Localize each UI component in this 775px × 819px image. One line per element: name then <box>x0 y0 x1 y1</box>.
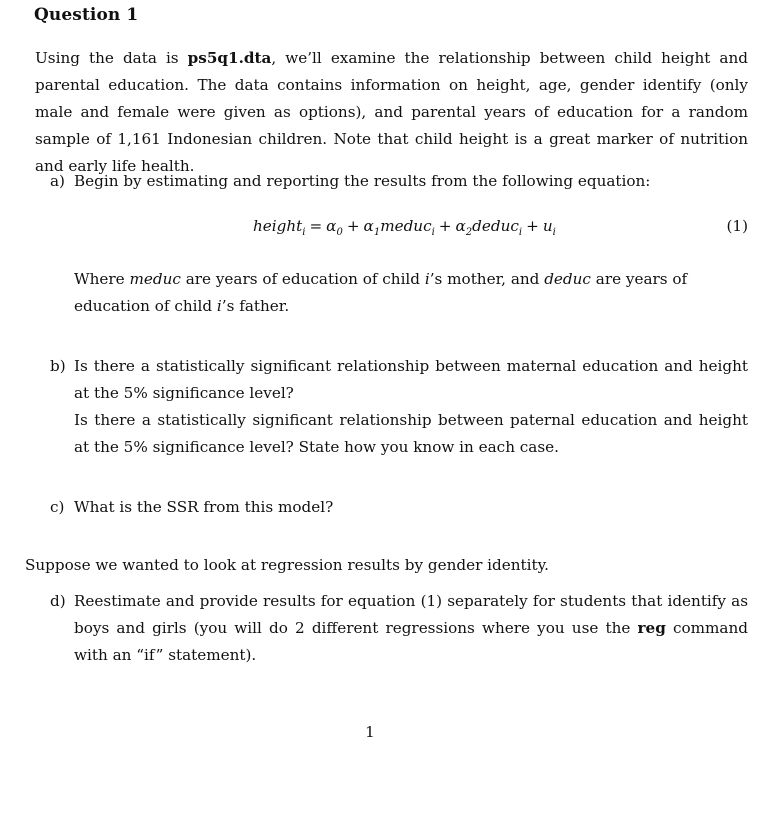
eq-equals: = <box>309 217 323 235</box>
eq-alpha1: α <box>363 217 374 235</box>
eq-error-sub: i <box>552 227 556 239</box>
eq-plus-2: + <box>438 217 452 235</box>
part-b-body <box>74 353 748 461</box>
part-d-post: command with an “if” statement). <box>74 619 748 664</box>
where-i-1: i <box>424 270 430 288</box>
part-b-label: b) <box>50 357 66 375</box>
where-text-2: are years of education of child <box>180 270 425 288</box>
question-heading: Question 1 <box>34 5 139 25</box>
part-d-text <box>74 588 748 669</box>
part-a-label: a) <box>50 172 65 190</box>
part-d-pre: Reestimate and provide results for equation (1) separately for students that identify as boys and girls (you will do 2 different regressions where you use the <box>74 592 748 637</box>
part-b-question-2: Is there a statistically significant relationship between paternal education and height at the 5% significance level? State how you know in each case. <box>74 411 748 456</box>
suppose-paragraph: Suppose we wanted to look at regression results by gender identity. <box>25 556 549 574</box>
where-text-3: ’s mother, and <box>429 270 545 288</box>
part-d-label: d) <box>50 592 66 610</box>
page-number: 1 <box>365 723 375 741</box>
eq-lhs-sub: i <box>302 227 306 239</box>
eq-plus-3: + <box>526 217 539 235</box>
eq-lhs: height <box>253 217 303 235</box>
equation-number: (1) <box>726 217 748 235</box>
part-c <box>50 494 748 521</box>
part-c-text: What is the SSR from this model? <box>74 498 334 516</box>
eq-error: u <box>542 217 553 235</box>
intro-post: , we’ll examine the relationship between child height and parental education. The data contains information on height, age, gender identify (only male and female were given as options), and parental years of education for a random sample of 1,161 Indonesian children. Note that child height is a great marker of nutrition and early life health. <box>35 49 748 175</box>
part-a-text: Begin by estimating and reporting the results from the following equation: <box>74 172 651 190</box>
eq-alpha1-sub: 1 <box>373 227 381 239</box>
eq-meduc: meduc <box>380 217 432 235</box>
eq-meduc-sub: i <box>431 227 435 239</box>
intro-pre: Using the data is <box>35 49 188 67</box>
regression-equation <box>253 217 556 238</box>
where-deduc: deduc <box>544 270 591 288</box>
equation-row <box>35 215 748 245</box>
where-text-4: are years of education of child <box>74 270 688 315</box>
eq-alpha2: α <box>455 217 466 235</box>
intro-filename: ps5q1.dta <box>187 49 272 67</box>
eq-plus-1: + <box>346 217 360 235</box>
intro-paragraph <box>35 45 748 180</box>
eq-deduc-sub: i <box>518 227 523 239</box>
eq-alpha0-sub: 0 <box>336 227 343 239</box>
part-b <box>50 353 748 461</box>
where-text-5: ’s father. <box>221 297 290 315</box>
eq-alpha2-sub: 2 <box>465 227 473 239</box>
eq-alpha0: α <box>326 217 337 235</box>
part-b-question-1: Is there a statistically significant relationship between maternal education and height at the 5% significance level? <box>74 357 748 402</box>
part-c-label: c) <box>50 498 65 516</box>
where-meduc: meduc <box>129 270 181 288</box>
part-d <box>50 588 748 669</box>
where-i-2: i <box>216 297 222 315</box>
where-text-1: Where <box>74 270 130 288</box>
part-a <box>50 168 748 195</box>
part-d-command: reg <box>637 619 666 637</box>
eq-deduc: deduc <box>472 217 519 235</box>
variable-definitions <box>74 266 748 320</box>
